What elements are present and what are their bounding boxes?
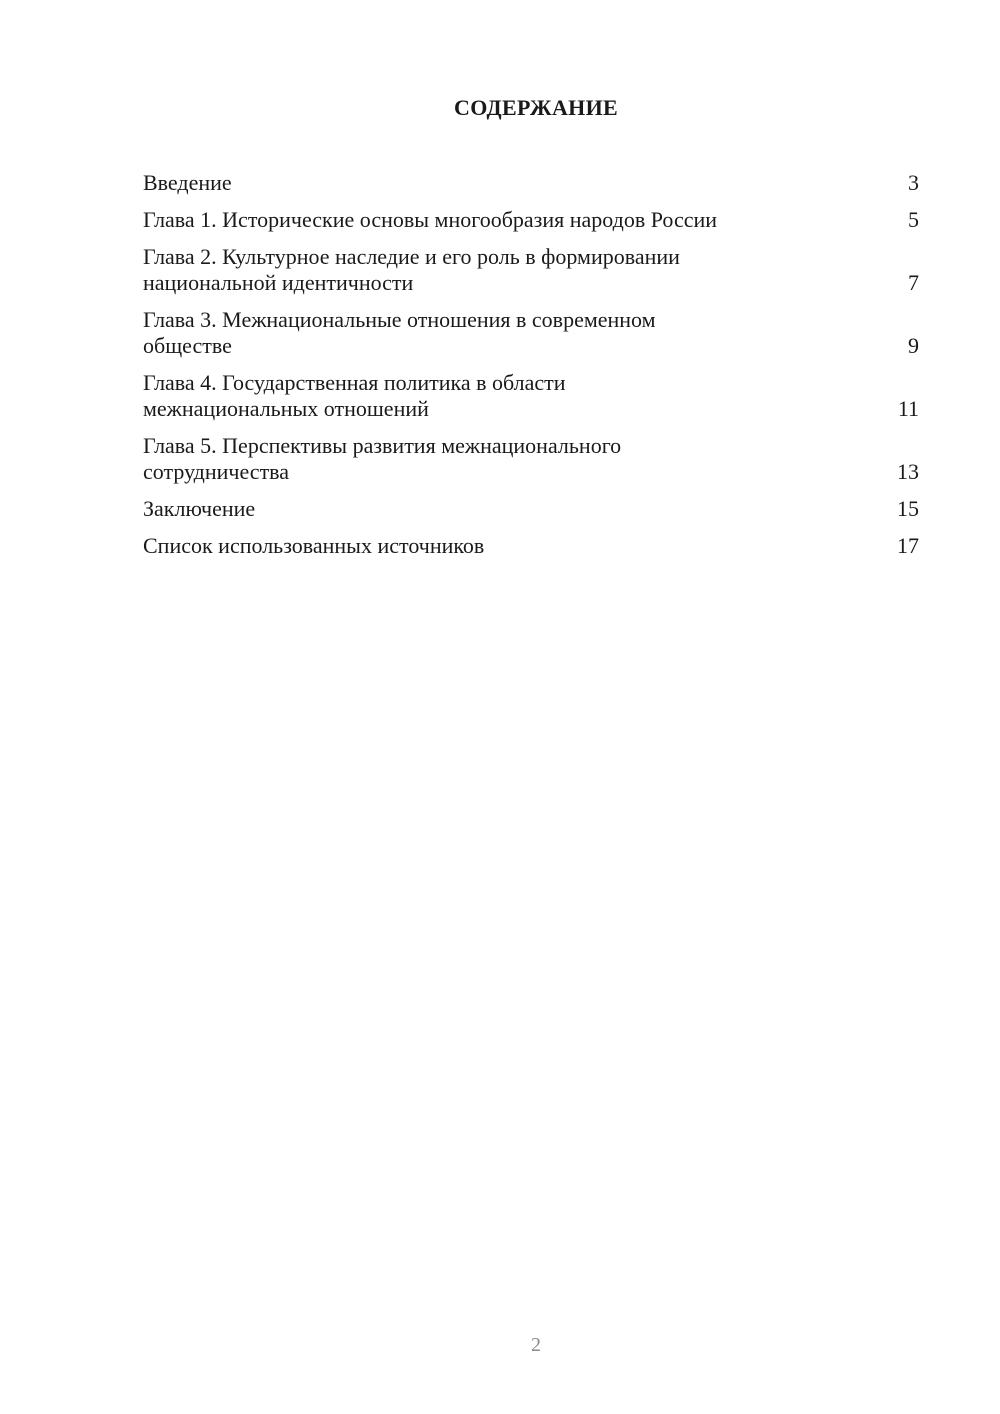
toc-entry-label-line: Глава 2. Культурное наследие и его роль в формировании bbox=[143, 244, 680, 269]
toc-entry-label-line: национальной идентичности bbox=[143, 270, 414, 295]
toc-entry-chapter-3[interactable] bbox=[143, 307, 919, 359]
toc-entry-conclusion[interactable] bbox=[143, 496, 919, 522]
toc-entry-label-line: Список использованных источников bbox=[143, 533, 485, 558]
toc-entry-page-number: 11 bbox=[897, 396, 919, 421]
toc-entry-chapter-5[interactable] bbox=[143, 433, 919, 485]
toc-entry-label bbox=[143, 170, 889, 196]
toc-entry-chapter-2[interactable] bbox=[143, 244, 919, 296]
toc-entry-page-number: 3 bbox=[908, 170, 919, 195]
toc-entry-label-line: Глава 3. Межнациональные отношения в современном bbox=[143, 307, 656, 332]
toc-entry-page-number: 5 bbox=[908, 207, 919, 232]
toc-entry-label-line: Введение bbox=[143, 170, 232, 195]
toc-entry-label-line: Глава 5. Перспективы развития межнационального bbox=[143, 433, 622, 458]
toc-entry-label bbox=[143, 533, 889, 559]
toc-entry-page-number: 17 bbox=[897, 533, 919, 558]
toc-entry-label-line: Глава 1. Исторические основы многообразия народов России bbox=[143, 207, 718, 232]
toc-entry-label-line: Глава 4. Государственная политика в области bbox=[143, 370, 566, 395]
toc-entry-label-line: обществе bbox=[143, 333, 232, 358]
toc-entry-label bbox=[143, 370, 889, 422]
toc-entry-label bbox=[143, 433, 889, 485]
page-title: СОДЕРЖАНИЕ bbox=[454, 95, 618, 120]
toc-entry-page-number: 7 bbox=[908, 270, 919, 295]
toc-entry-page-number: 15 bbox=[897, 496, 919, 521]
toc-entry-label-line: межнациональных отношений bbox=[143, 396, 429, 421]
toc-entry-label bbox=[143, 207, 889, 233]
toc-entry-label bbox=[143, 244, 889, 296]
toc-entry-page-number: 13 bbox=[897, 459, 919, 484]
toc-entry-page-number: 9 bbox=[908, 333, 919, 358]
table-of-contents bbox=[143, 170, 919, 570]
toc-entry-label bbox=[143, 307, 889, 359]
toc-entry-chapter-1[interactable] bbox=[143, 207, 919, 233]
page-number: 2 bbox=[531, 1334, 541, 1356]
toc-entry-label-line: сотрудничества bbox=[143, 459, 290, 484]
toc-entry-label bbox=[143, 496, 889, 522]
toc-entry-references[interactable] bbox=[143, 533, 919, 559]
toc-entry-label-line: Заключение bbox=[143, 496, 256, 521]
toc-entry-chapter-4[interactable] bbox=[143, 370, 919, 422]
toc-entry-introduction[interactable] bbox=[143, 170, 919, 196]
